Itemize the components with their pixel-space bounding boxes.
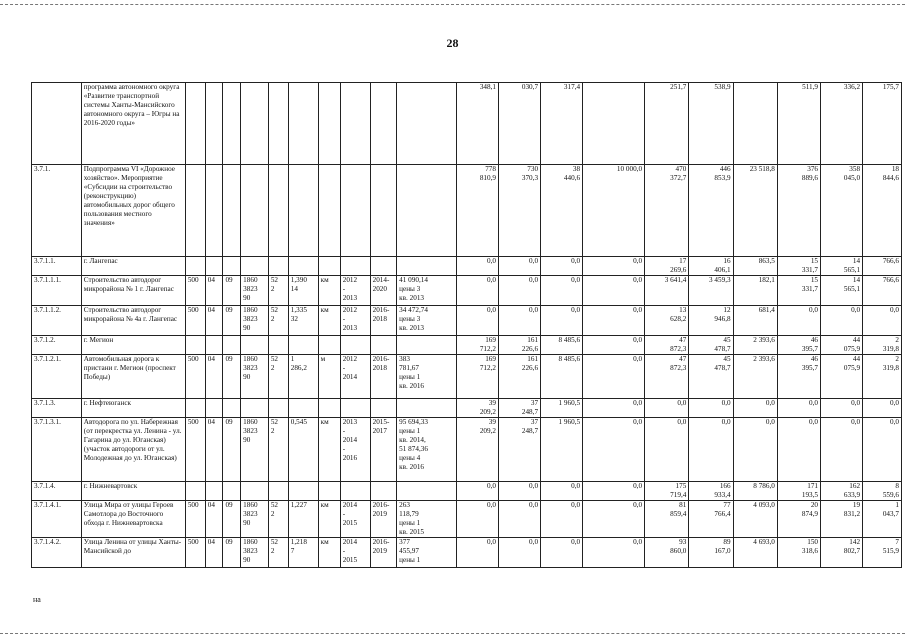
attribute-cell bbox=[288, 165, 318, 257]
amount-cell: 7 515,9 bbox=[863, 538, 902, 568]
attribute-cell bbox=[268, 257, 288, 276]
amount-cell: 0,0 bbox=[583, 482, 645, 501]
attribute-cell bbox=[318, 257, 340, 276]
table-row bbox=[32, 399, 902, 418]
attribute-cell: 2016- 2019 bbox=[370, 501, 397, 538]
attribute-cell: 1,335 32 bbox=[288, 306, 318, 336]
amount-cell: 38 440,6 bbox=[541, 165, 583, 257]
row-name: программа автономного округа «Развитие транспортной системы Ханты-Мансийского автономного округа – Югры на 2016-2020 годы» bbox=[81, 83, 185, 165]
amount-cell: 45 478,7 bbox=[689, 336, 733, 355]
amount-cell: 17 269,6 bbox=[645, 257, 689, 276]
amount-cell: 538,9 bbox=[689, 83, 733, 165]
attribute-cell: 0,545 bbox=[288, 418, 318, 482]
amount-cell: 162 633,9 bbox=[821, 482, 863, 501]
row-name: Автодорога по ул. Набережная (от перекрестка ул. Ленина - ул. Гагарина до ул. Юганская) (участок автодороги от ул. Молодежная до ул. Юганская) bbox=[81, 418, 185, 482]
attribute-cell bbox=[370, 257, 397, 276]
attribute-cell: 2012 - 2013 bbox=[340, 276, 370, 306]
attribute-cell: 1,390 14 bbox=[288, 276, 318, 306]
attribute-cell: км bbox=[318, 276, 340, 306]
amount-cell: 0,0 bbox=[541, 257, 583, 276]
amount-cell: 161 226,6 bbox=[498, 355, 540, 399]
page-number: 28 bbox=[446, 36, 459, 50]
attribute-cell: 2013 - 2014 - 2016 bbox=[340, 418, 370, 482]
amount-cell: 8 485,6 bbox=[541, 355, 583, 399]
amount-cell: 1 043,7 bbox=[863, 501, 902, 538]
attribute-cell bbox=[205, 336, 223, 355]
amount-cell: 8 559,6 bbox=[863, 482, 902, 501]
amount-cell: 766,6 bbox=[863, 276, 902, 306]
attribute-cell bbox=[223, 83, 241, 165]
attribute-cell bbox=[241, 83, 269, 165]
attribute-cell bbox=[370, 399, 397, 418]
attribute-cell bbox=[241, 399, 269, 418]
attribute-cell bbox=[397, 482, 457, 501]
amount-cell: 251,7 bbox=[645, 83, 689, 165]
attribute-cell: 1,227 bbox=[288, 501, 318, 538]
attribute-cell: 04 bbox=[205, 538, 223, 568]
attribute-cell bbox=[268, 336, 288, 355]
attribute-cell: 377 455,97 цены 1 bbox=[397, 538, 457, 568]
table-row bbox=[32, 501, 902, 538]
amount-cell: 0,0 bbox=[498, 538, 540, 568]
attribute-cell bbox=[318, 399, 340, 418]
attribute-cell: 263 118,79 цены 1 кв. 2015 bbox=[397, 501, 457, 538]
amount-cell: 169 712,2 bbox=[456, 336, 498, 355]
attribute-cell: 04 bbox=[205, 306, 223, 336]
amount-cell: 778 810,9 bbox=[456, 165, 498, 257]
amount-cell: 511,9 bbox=[777, 83, 820, 165]
amount-cell: 44 075,9 bbox=[821, 336, 863, 355]
attribute-cell bbox=[205, 399, 223, 418]
attribute-cell: 52 2 bbox=[268, 355, 288, 399]
attribute-cell: 500 bbox=[185, 276, 205, 306]
amount-cell: 182,1 bbox=[733, 276, 777, 306]
amount-cell: 766,6 bbox=[863, 257, 902, 276]
amount-cell: 18 844,6 bbox=[863, 165, 902, 257]
table-row bbox=[32, 276, 902, 306]
amount-cell: 0,0 bbox=[583, 336, 645, 355]
amount-cell: 0,0 bbox=[821, 399, 863, 418]
amount-cell: 4 693,0 bbox=[733, 538, 777, 568]
attribute-cell bbox=[185, 399, 205, 418]
attribute-cell: 09 bbox=[223, 276, 241, 306]
page-top-edge bbox=[0, 4, 905, 5]
amount-cell: 2 319,8 bbox=[863, 336, 902, 355]
attribute-cell: 1860 3823 90 bbox=[241, 501, 269, 538]
attribute-cell: 09 bbox=[223, 538, 241, 568]
attribute-cell bbox=[205, 482, 223, 501]
attribute-cell bbox=[223, 482, 241, 501]
attribute-cell bbox=[268, 482, 288, 501]
attribute-cell: 2014 - 2015 bbox=[340, 501, 370, 538]
amount-cell: 0,0 bbox=[498, 482, 540, 501]
attribute-cell: 95 694,33 цены 1 кв. 2014, 51 874,36 цены 4 кв. 2016 bbox=[397, 418, 457, 482]
amount-cell: 10 000,0 bbox=[583, 165, 645, 257]
attribute-cell bbox=[318, 482, 340, 501]
amount-cell: 0,0 bbox=[645, 399, 689, 418]
amount-cell: 2 393,6 bbox=[733, 336, 777, 355]
amount-cell: 0,0 bbox=[777, 399, 820, 418]
attribute-cell bbox=[397, 83, 457, 165]
amount-cell: 1 960,5 bbox=[541, 399, 583, 418]
row-number: 3.7.1.1.1. bbox=[32, 276, 82, 306]
attribute-cell bbox=[268, 399, 288, 418]
attribute-cell: 2014 - 2015 bbox=[340, 538, 370, 568]
amount-cell: 14 565,1 bbox=[821, 257, 863, 276]
amount-cell: 0,0 bbox=[645, 418, 689, 482]
attribute-cell: 52 2 bbox=[268, 501, 288, 538]
amount-cell: 376 889,6 bbox=[777, 165, 820, 257]
attribute-cell: 1860 3823 90 bbox=[241, 418, 269, 482]
amount-cell: 681,4 bbox=[733, 306, 777, 336]
amount-cell: 0,0 bbox=[498, 257, 540, 276]
amount-cell: 46 395,7 bbox=[777, 355, 820, 399]
row-name: г. Нефтеюганск bbox=[81, 399, 185, 418]
amount-cell: 0,0 bbox=[583, 355, 645, 399]
amount-cell: 8 786,0 bbox=[733, 482, 777, 501]
amount-cell: 863,5 bbox=[733, 257, 777, 276]
row-name: г. Лангепас bbox=[81, 257, 185, 276]
attribute-cell: 2012 - 2013 bbox=[340, 306, 370, 336]
row-name: г. Нижневартовск bbox=[81, 482, 185, 501]
attribute-cell bbox=[185, 257, 205, 276]
amount-cell: 44 075,9 bbox=[821, 355, 863, 399]
table-row bbox=[32, 257, 902, 276]
attribute-cell bbox=[340, 336, 370, 355]
amount-cell: 3 459,3 bbox=[689, 276, 733, 306]
amount-cell: 0,0 bbox=[456, 501, 498, 538]
amount-cell: 161 226,6 bbox=[498, 336, 540, 355]
amount-cell: 0,0 bbox=[541, 482, 583, 501]
amount-cell: 358 045,0 bbox=[821, 165, 863, 257]
attribute-cell bbox=[318, 165, 340, 257]
attribute-cell bbox=[268, 83, 288, 165]
attribute-cell bbox=[340, 83, 370, 165]
attribute-cell: 2012 - 2014 bbox=[340, 355, 370, 399]
row-number: 3.7.1.4.2. bbox=[32, 538, 82, 568]
attribute-cell: км bbox=[318, 501, 340, 538]
attribute-cell bbox=[370, 83, 397, 165]
amount-cell: 0,0 bbox=[498, 276, 540, 306]
attribute-cell: 500 bbox=[185, 355, 205, 399]
table-row bbox=[32, 355, 902, 399]
row-name: Автомобильная дорога к пристани г. Мегион (проспект Победы) bbox=[81, 355, 185, 399]
table-row bbox=[32, 336, 902, 355]
amount-cell: 0,0 bbox=[863, 399, 902, 418]
attribute-cell: 1860 3823 90 bbox=[241, 355, 269, 399]
amount-cell: 39 209,2 bbox=[456, 399, 498, 418]
row-number: 3.7.1.1.2. bbox=[32, 306, 82, 336]
attribute-cell: 1860 3823 90 bbox=[241, 538, 269, 568]
row-name: Строительство автодорог микрорайона № 4а г. Лангепас bbox=[81, 306, 185, 336]
amount-cell: 0,0 bbox=[863, 306, 902, 336]
amount-cell: 336,2 bbox=[821, 83, 863, 165]
attribute-cell: 2015- 2017 bbox=[370, 418, 397, 482]
amount-cell: 0,0 bbox=[583, 399, 645, 418]
attribute-cell: 09 bbox=[223, 501, 241, 538]
amount-cell: 45 478,7 bbox=[689, 355, 733, 399]
attribute-cell: 500 bbox=[185, 538, 205, 568]
amount-cell: 0,0 bbox=[821, 306, 863, 336]
amount-cell: 19 831,2 bbox=[821, 501, 863, 538]
amount-cell: 15 331,7 bbox=[777, 276, 820, 306]
attribute-cell: 1860 3823 90 bbox=[241, 276, 269, 306]
attribute-cell bbox=[318, 83, 340, 165]
attribute-cell: 04 bbox=[205, 501, 223, 538]
attribute-cell: 500 bbox=[185, 418, 205, 482]
attribute-cell: 09 bbox=[223, 306, 241, 336]
attribute-cell bbox=[397, 336, 457, 355]
attribute-cell bbox=[397, 165, 457, 257]
row-number: 3.7.1.4. bbox=[32, 482, 82, 501]
amount-cell: 13 628,2 bbox=[645, 306, 689, 336]
amount-cell: 47 872,3 bbox=[645, 336, 689, 355]
attribute-cell: 1860 3823 90 bbox=[241, 306, 269, 336]
attribute-cell: 2016- 2018 bbox=[370, 355, 397, 399]
amount-cell: 348,1 bbox=[456, 83, 498, 165]
attribute-cell: 52 2 bbox=[268, 418, 288, 482]
attribute-cell bbox=[288, 83, 318, 165]
amount-cell: 142 802,7 bbox=[821, 538, 863, 568]
amount-cell: 0,0 bbox=[733, 399, 777, 418]
amount-cell: 0,0 bbox=[456, 482, 498, 501]
attribute-cell bbox=[288, 257, 318, 276]
amount-cell: 46 395,7 bbox=[777, 336, 820, 355]
amount-cell: 0,0 bbox=[498, 501, 540, 538]
attribute-cell bbox=[397, 257, 457, 276]
amount-cell: 169 712,2 bbox=[456, 355, 498, 399]
amount-cell: 37 248,7 bbox=[498, 418, 540, 482]
attribute-cell: м bbox=[318, 355, 340, 399]
attribute-cell: км bbox=[318, 418, 340, 482]
attribute-cell: 52 2 bbox=[268, 306, 288, 336]
amount-cell: 0,0 bbox=[541, 538, 583, 568]
amount-cell: 0,0 bbox=[583, 418, 645, 482]
amount-cell: 0,0 bbox=[498, 306, 540, 336]
amount-cell: 730 370,3 bbox=[498, 165, 540, 257]
row-name: Подпрограмма VI «Дорожное хозяйство». Мероприятие «Субсидии на строительство (реконструкцию) автомобильных дорог общего пользования местного значения» bbox=[81, 165, 185, 257]
amount-cell: 446 853,9 bbox=[689, 165, 733, 257]
amount-cell: 0,0 bbox=[733, 418, 777, 482]
amount-cell: 175,7 bbox=[863, 83, 902, 165]
amount-cell: 4 093,0 bbox=[733, 501, 777, 538]
attribute-cell: 09 bbox=[223, 418, 241, 482]
attribute-cell bbox=[185, 482, 205, 501]
row-name: г. Мегион bbox=[81, 336, 185, 355]
row-name: Строительство автодорог микрорайона № 1 г. Лангепас bbox=[81, 276, 185, 306]
attribute-cell bbox=[288, 399, 318, 418]
amount-cell: 317,4 bbox=[541, 83, 583, 165]
amount-cell: 0,0 bbox=[777, 306, 820, 336]
amount-cell: 166 933,4 bbox=[689, 482, 733, 501]
amount-cell: 150 318,6 bbox=[777, 538, 820, 568]
amount-cell: 0,0 bbox=[583, 306, 645, 336]
attribute-cell bbox=[241, 165, 269, 257]
amount-cell: 1 960,5 bbox=[541, 418, 583, 482]
amount-cell: 37 248,7 bbox=[498, 399, 540, 418]
budget-table bbox=[31, 82, 902, 568]
attribute-cell: км bbox=[318, 538, 340, 568]
amount-cell: 39 209,2 bbox=[456, 418, 498, 482]
page-bottom-edge bbox=[0, 633, 905, 634]
amount-cell: 77 766,4 bbox=[689, 501, 733, 538]
attribute-cell bbox=[370, 165, 397, 257]
attribute-cell: 09 bbox=[223, 355, 241, 399]
attribute-cell bbox=[397, 399, 457, 418]
amount-cell: 0,0 bbox=[541, 276, 583, 306]
attribute-cell: 04 bbox=[205, 418, 223, 482]
amount-cell: 8 485,6 bbox=[541, 336, 583, 355]
table-row bbox=[32, 482, 902, 501]
amount-cell: 0,0 bbox=[821, 418, 863, 482]
attribute-cell: 41 090,14 цены 3 кв. 2013 bbox=[397, 276, 457, 306]
attribute-cell: 2016- 2018 bbox=[370, 306, 397, 336]
amount-cell: 2 393,6 bbox=[733, 355, 777, 399]
amount-cell: 0,0 bbox=[583, 257, 645, 276]
amount-cell: 16 406,1 bbox=[689, 257, 733, 276]
amount-cell: 0,0 bbox=[456, 257, 498, 276]
amount-cell: 0,0 bbox=[689, 418, 733, 482]
attribute-cell bbox=[223, 165, 241, 257]
table-row bbox=[32, 306, 902, 336]
row-number: 3.7.1.3.1. bbox=[32, 418, 82, 482]
amount-cell: 89 167,0 bbox=[689, 538, 733, 568]
attribute-cell: км bbox=[318, 306, 340, 336]
attribute-cell: 1,218 7 bbox=[288, 538, 318, 568]
attribute-cell: 04 bbox=[205, 276, 223, 306]
amount-cell: 2 319,8 bbox=[863, 355, 902, 399]
amount-cell: 0,0 bbox=[456, 538, 498, 568]
table-row bbox=[32, 418, 902, 482]
attribute-cell bbox=[288, 336, 318, 355]
amount-cell: 0,0 bbox=[456, 276, 498, 306]
footer-text: на bbox=[33, 595, 41, 604]
attribute-cell bbox=[241, 336, 269, 355]
attribute-cell bbox=[241, 482, 269, 501]
amount-cell: 15 331,7 bbox=[777, 257, 820, 276]
attribute-cell bbox=[205, 165, 223, 257]
attribute-cell bbox=[288, 482, 318, 501]
amount-cell: 175 719,4 bbox=[645, 482, 689, 501]
attribute-cell bbox=[370, 482, 397, 501]
attribute-cell: 2014- 2020 bbox=[370, 276, 397, 306]
attribute-cell bbox=[318, 336, 340, 355]
amount-cell: 0,0 bbox=[541, 501, 583, 538]
attribute-cell bbox=[340, 482, 370, 501]
attribute-cell bbox=[205, 83, 223, 165]
amount-cell: 23 518,8 bbox=[733, 165, 777, 257]
row-number: 3.7.1.3. bbox=[32, 399, 82, 418]
attribute-cell bbox=[223, 336, 241, 355]
attribute-cell: 34 472,74 цены 3 кв. 2013 bbox=[397, 306, 457, 336]
amount-cell: 0,0 bbox=[689, 399, 733, 418]
attribute-cell bbox=[223, 257, 241, 276]
amount-cell bbox=[733, 83, 777, 165]
attribute-cell bbox=[268, 165, 288, 257]
attribute-cell bbox=[185, 165, 205, 257]
amount-cell: 14 565,1 bbox=[821, 276, 863, 306]
table-row bbox=[32, 83, 902, 165]
amount-cell: 12 946,8 bbox=[689, 306, 733, 336]
attribute-cell: 1 286,2 bbox=[288, 355, 318, 399]
amount-cell: 3 641,4 bbox=[645, 276, 689, 306]
table-row bbox=[32, 165, 902, 257]
attribute-cell bbox=[241, 257, 269, 276]
attribute-cell bbox=[340, 399, 370, 418]
attribute-cell bbox=[185, 336, 205, 355]
amount-cell: 93 860,0 bbox=[645, 538, 689, 568]
attribute-cell: 383 781,67 цены 1 кв. 2016 bbox=[397, 355, 457, 399]
row-number: 3.7.1.2. bbox=[32, 336, 82, 355]
amount-cell: 0,0 bbox=[777, 418, 820, 482]
amount-cell: 81 859,4 bbox=[645, 501, 689, 538]
row-number bbox=[32, 83, 82, 165]
attribute-cell: 2016- 2019 bbox=[370, 538, 397, 568]
attribute-cell: 52 2 bbox=[268, 538, 288, 568]
attribute-cell: 500 bbox=[185, 306, 205, 336]
amount-cell: 0,0 bbox=[456, 306, 498, 336]
row-name: Улица Мира от улицы Героев Самотлора до Восточного обхода г. Нижневартовска bbox=[81, 501, 185, 538]
attribute-cell: 04 bbox=[205, 355, 223, 399]
attribute-cell bbox=[223, 399, 241, 418]
row-number: 3.7.1. bbox=[32, 165, 82, 257]
attribute-cell: 500 bbox=[185, 501, 205, 538]
row-number: 3.7.1.4.1. bbox=[32, 501, 82, 538]
row-number: 3.7.1.1. bbox=[32, 257, 82, 276]
attribute-cell bbox=[340, 257, 370, 276]
attribute-cell bbox=[340, 165, 370, 257]
table-row bbox=[32, 538, 902, 568]
amount-cell: 030,7 bbox=[498, 83, 540, 165]
amount-cell: 0,0 bbox=[541, 306, 583, 336]
attribute-cell: 52 2 bbox=[268, 276, 288, 306]
amount-cell: 171 193,5 bbox=[777, 482, 820, 501]
amount-cell: 20 874,9 bbox=[777, 501, 820, 538]
attribute-cell bbox=[205, 257, 223, 276]
amount-cell: 0,0 bbox=[863, 418, 902, 482]
row-number: 3.7.1.2.1. bbox=[32, 355, 82, 399]
amount-cell bbox=[583, 83, 645, 165]
amount-cell: 470 372,7 bbox=[645, 165, 689, 257]
row-name: Улица Ленина от улицы Ханты-Мансийской до bbox=[81, 538, 185, 568]
amount-cell: 0,0 bbox=[583, 501, 645, 538]
amount-cell: 0,0 bbox=[583, 276, 645, 306]
amount-cell: 0,0 bbox=[583, 538, 645, 568]
amount-cell: 47 872,3 bbox=[645, 355, 689, 399]
attribute-cell bbox=[185, 83, 205, 165]
attribute-cell bbox=[370, 336, 397, 355]
